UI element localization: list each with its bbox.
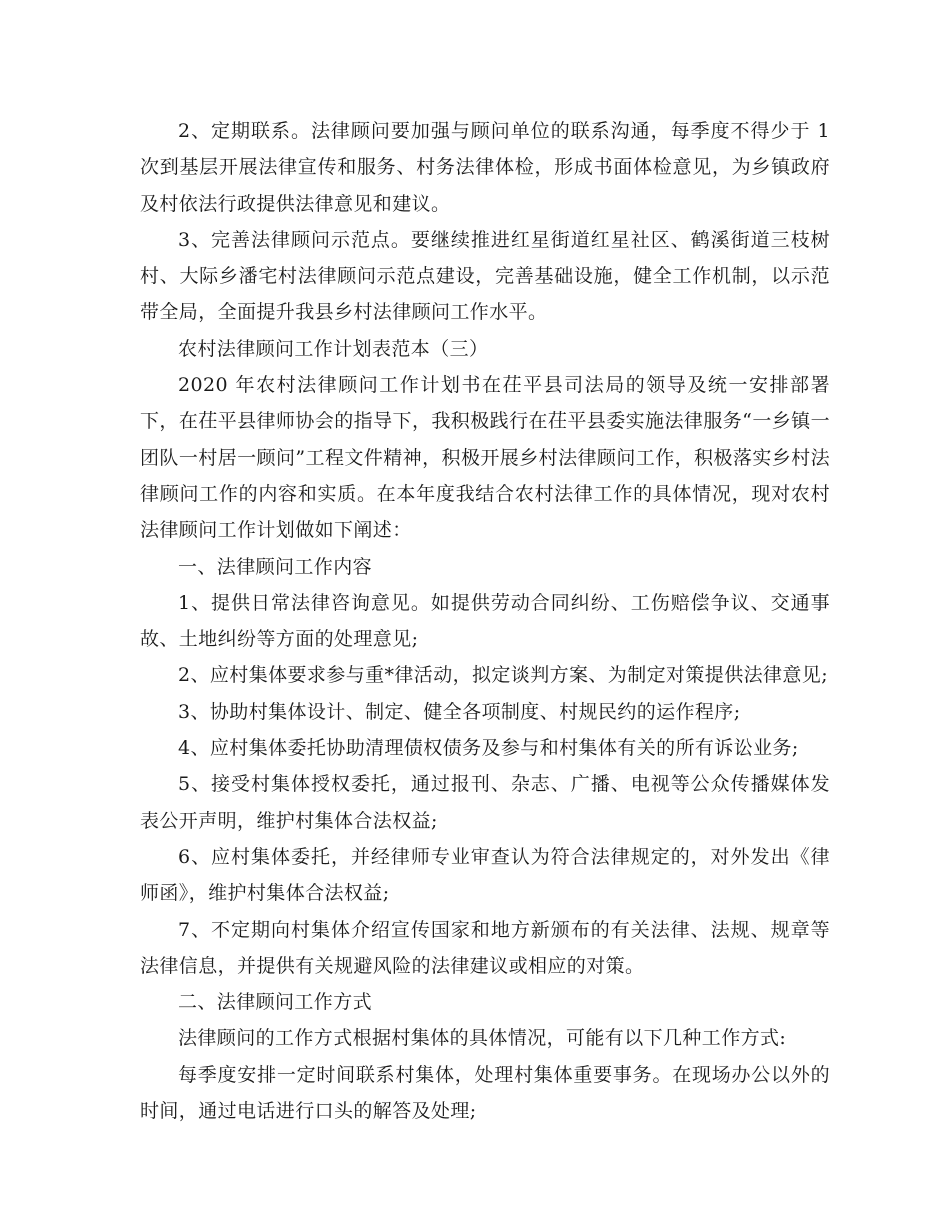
list-item-2: 2、应村集体要求参与重*律活动，拟定谈判方案、为制定对策提供法律意见; <box>178 664 828 687</box>
list-item-7: 7、不定期向村集体介绍宣传国家和地方新颁布的有关法律、法规、规章等法律信息，并提供有关规避风险的法律建议或相应的对策。 <box>140 918 830 977</box>
heading-work-content: 一、法律顾问工作内容 <box>178 555 373 578</box>
heading-work-methods: 二、法律顾问工作方式 <box>178 991 373 1014</box>
paragraph-plan-introduction: 2020 年农村法律顾问工作计划书在茌平县司法局的领导及统一安排部署下，在茌平县律师协会的指导下，我积极践行在茌平县委实施法律服务“一乡镇一团队一村居一顾问”工程文件精神，积极开展乡村法律顾问工作，积极落实乡村法律顾问工作的内容和实质。在本年度我结合农村法律工作的具体情况，现对农村法律顾问工作计划做如下阐述： <box>140 374 830 542</box>
paragraph-methods-intro: 法律顾问的工作方式根据村集体的具体情况，可能有以下几种工作方式: <box>178 1027 787 1050</box>
section-title-template-three: 农村法律顾问工作计划表范本（三） <box>178 337 489 360</box>
list-item-4: 4、应村集体委托协助清理债权债务及参与和村集体有关的所有诉讼业务; <box>178 737 799 760</box>
list-item-6: 6、应村集体委托，并经律师专业审查认为符合法律规定的，对外发出《律师函》，维护村集体合法权益; <box>140 845 830 905</box>
paragraph-demonstration-sites: 3、完善法律顾问示范点。要继续推进红星街道红星社区、鹤溪街道三枝树村、大际乡潘宅村法律顾问示范点建设，完善基础设施，健全工作机制，以示范带全局，全面提升我县乡村法律顾问工作水平。 <box>140 228 830 324</box>
list-item-5: 5、接受村集体授权委托，通过报刊、杂志、广播、电视等公众传播媒体发表公开声明，维护村集体合法权益; <box>140 773 830 832</box>
list-item-1: 1、提供日常法律咨询意见。如提供劳动合同纠纷、工伤赔偿争议、交通事故、土地纠纷等方面的处理意见; <box>140 591 830 651</box>
paragraph-quarterly-contact: 每季度安排一定时间联系村集体，处理村集体重要事务。在现场办公以外的时间，通过电话进行口头的解答及处理; <box>140 1063 830 1123</box>
paragraph-regular-contact: 2、定期联系。法律顾问要加强与顾问单位的联系沟通，每季度不得少于 1 次到基层开展法律宣传和服务、村务法律体检，形成书面体检意见，为乡镇政府及村依法行政提供法律意见和建议。 <box>140 120 830 215</box>
list-item-3: 3、协助村集体设计、制定、健全各项制度、村规民约的运作程序; <box>178 700 741 723</box>
document-body <box>140 113 830 1129</box>
